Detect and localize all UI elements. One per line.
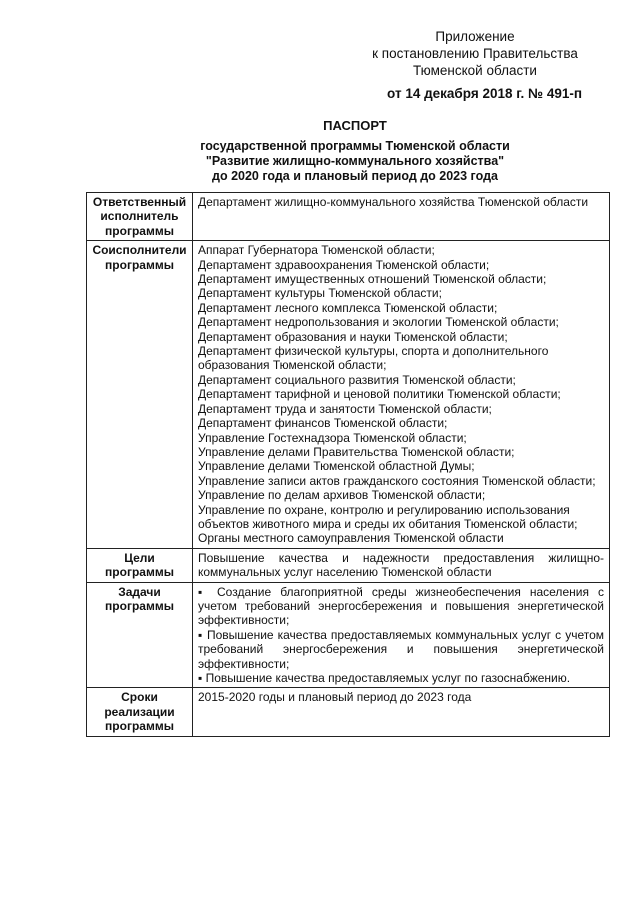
appendix-header [330, 28, 620, 102]
appendix-line-3: Тюменской области [413, 63, 537, 78]
appendix-line-2: к постановлению Правительства [372, 46, 578, 61]
coexecutor-item: Управление делами Тюменской областной Думы; [198, 459, 475, 474]
tasks-list [193, 582, 610, 688]
terms-label: Сроки реализации программы [87, 688, 193, 736]
coexecutor-item: Управление по охране, контролю и регулированию использования объектов животного мира и среды их обитания Тюменской области; [198, 502, 578, 531]
terms-value: 2015-2020 годы и плановый период до 2023 года [193, 688, 610, 736]
coexecutor-item: Управление записи актов гражданского состояния Тюменской области; [198, 473, 596, 488]
task-item: ▪ Создание благоприятной среды жизнеобеспечения населения с учетом требований энергосбережения и повышения энергетической эффективности; [198, 584, 604, 628]
passport-title [80, 118, 630, 184]
passport-heading: ПАСПОРТ [323, 118, 387, 133]
coexecutor-item: Департамент недропользования и экологии Тюменской области; [198, 315, 559, 330]
row-tasks [87, 582, 610, 688]
coexecutors-list [193, 241, 610, 549]
passport-line-3: до 2020 года и плановый период до 2023 года [212, 169, 498, 183]
coexecutor-item: Департамент образования и науки Тюменской области; [198, 329, 508, 344]
coexecutor-item: Управление по делам архивов Тюменской области; [198, 488, 486, 503]
coexecutor-item: Аппарат Губернатора Тюменской области; [198, 243, 435, 258]
coexecutor-item: Управление Гостехнадзора Тюменской области; [198, 430, 467, 445]
coexecutor-item: Департамент финансов Тюменской области; [198, 416, 448, 431]
coexecutor-item: Департамент имущественных отношений Тюменской области; [198, 272, 547, 287]
goals-label: Цели программы [87, 548, 193, 582]
row-terms [87, 688, 610, 736]
row-coexecutors [87, 241, 610, 549]
coexecutor-item: Органы местного самоуправления Тюменской области [198, 531, 504, 546]
responsible-label: Ответственный исполнитель программы [87, 193, 193, 241]
passport-line-1: государственной программы Тюменской области [200, 139, 510, 153]
appendix-date: от 14 декабря 2018 г. № 491-п [387, 86, 582, 101]
coexecutor-item: Департамент лесного комплекса Тюменской области; [198, 300, 498, 315]
coexecutor-item: Департамент социального развития Тюменской области; [198, 372, 516, 387]
responsible-value: Департамент жилищно-коммунального хозяйства Тюменской области [193, 193, 610, 241]
coexecutor-item: Департамент здравоохранения Тюменской области; [198, 257, 490, 272]
task-item: ▪ Повышение качества предоставляемых услуг по газоснабжению. [198, 671, 571, 685]
passport-line-2: "Развитие жилищно-коммунального хозяйства" [205, 154, 505, 168]
coexecutor-item: Департамент культуры Тюменской области; [198, 286, 442, 301]
coexecutor-item: Департамент тарифной и ценовой политики Тюменской области; [198, 387, 561, 402]
task-item: ▪ Повышение качества предоставляемых коммунальных услуг с учетом требований энергосбережения и повышения энергетической эффективности; [198, 627, 604, 671]
coexecutor-item: Департамент физической культуры, спорта и дополнительного образования Тюменской области; [198, 344, 549, 373]
passport-table [86, 192, 610, 737]
row-goals [87, 548, 610, 582]
coexecutor-item: Управление делами Правительства Тюменской области; [198, 444, 515, 459]
row-responsible [87, 193, 610, 241]
tasks-label: Задачи программы [87, 582, 193, 688]
goals-value: Повышение качества и надежности предоставления жилищно-коммунальных услуг населению Тюменской области [193, 548, 610, 582]
appendix-title: Приложение [435, 29, 515, 44]
coexecutor-item: Департамент труда и занятости Тюменской области; [198, 401, 492, 416]
coexecutors-label: Соисполнители программы [87, 241, 193, 549]
